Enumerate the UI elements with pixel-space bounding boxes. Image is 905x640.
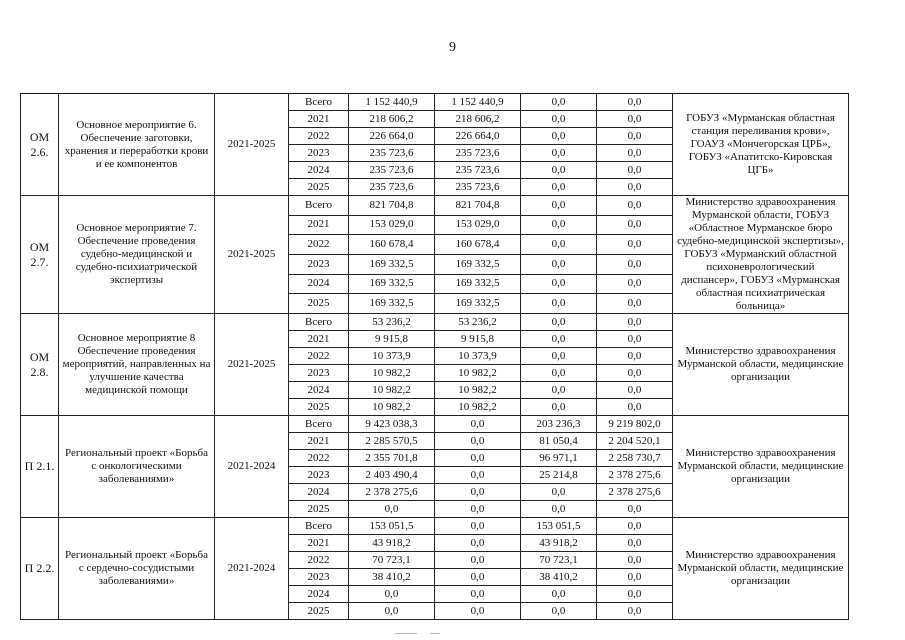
activity-name: Основное мероприятие 6. Обеспечение заготовки, хранения и переработки крови и ее компонентов (59, 94, 215, 196)
federal-budget-cell: 0,0 (521, 162, 597, 179)
regional-budget-cell: 0,0 (435, 433, 521, 450)
total-cell: 2 285 570,5 (349, 433, 435, 450)
federal-budget-cell: 0,0 (521, 254, 597, 274)
year-cell: 2025 (289, 179, 349, 196)
federal-budget-cell: 0,0 (521, 179, 597, 196)
total-cell: 70 723,1 (349, 552, 435, 569)
year-cell: 2024 (289, 586, 349, 603)
year-cell: 2023 (289, 467, 349, 484)
other-funds-cell: 0,0 (597, 254, 673, 274)
federal-budget-cell: 70 723,1 (521, 552, 597, 569)
total-cell: 1 152 440,9 (349, 94, 435, 111)
regional-budget-cell: 0,0 (435, 518, 521, 535)
year-cell: 2023 (289, 569, 349, 586)
table-row (21, 518, 849, 535)
total-cell: 160 678,4 (349, 235, 435, 255)
regional-budget-cell: 235 723,6 (435, 162, 521, 179)
activity-name: Основное мероприятие 8 Обеспечение проведения мероприятий, направленных на улучшение качества медицинской помощи (59, 314, 215, 416)
total-cell: 38 410,2 (349, 569, 435, 586)
regional-budget-cell: 0,0 (435, 552, 521, 569)
regional-budget-cell: 160 678,4 (435, 235, 521, 255)
activity-period: 2021-2025 (215, 196, 289, 314)
scan-mark (395, 633, 417, 634)
total-cell: 2 378 275,6 (349, 484, 435, 501)
other-funds-cell: 0,0 (597, 145, 673, 162)
year-cell: 2023 (289, 145, 349, 162)
regional-budget-cell: 0,0 (435, 535, 521, 552)
year-cell: 2025 (289, 294, 349, 314)
year-cell: 2024 (289, 484, 349, 501)
year-cell: 2023 (289, 254, 349, 274)
year-cell: 2022 (289, 348, 349, 365)
activity-code: ОМ 2.8. (21, 314, 59, 416)
federal-budget-cell: 0,0 (521, 94, 597, 111)
budget-table (20, 93, 849, 620)
regional-budget-cell: 10 982,2 (435, 399, 521, 416)
activity-period: 2021-2024 (215, 518, 289, 620)
regional-budget-cell: 10 982,2 (435, 382, 521, 399)
regional-budget-cell: 0,0 (435, 416, 521, 433)
regional-budget-cell: 821 704,8 (435, 196, 521, 216)
total-cell: 10 982,2 (349, 365, 435, 382)
other-funds-cell: 2 378 275,6 (597, 484, 673, 501)
total-cell: 43 918,2 (349, 535, 435, 552)
federal-budget-cell: 0,0 (521, 399, 597, 416)
total-cell: 10 982,2 (349, 382, 435, 399)
federal-budget-cell: 153 051,5 (521, 518, 597, 535)
regional-budget-cell: 1 152 440,9 (435, 94, 521, 111)
federal-budget-cell: 0,0 (521, 294, 597, 314)
federal-budget-cell: 0,0 (521, 111, 597, 128)
total-cell: 169 332,5 (349, 254, 435, 274)
regional-budget-cell: 0,0 (435, 484, 521, 501)
federal-budget-cell: 0,0 (521, 128, 597, 145)
year-cell: 2022 (289, 128, 349, 145)
executor: Министерство здравоохранения Мурманской области, медицинские организации (673, 314, 849, 416)
regional-budget-cell: 235 723,6 (435, 179, 521, 196)
year-cell: 2022 (289, 552, 349, 569)
page-number: 9 (449, 40, 456, 55)
year-cell: 2024 (289, 274, 349, 294)
executor: Министерство здравоохранения Мурманской области, медицинские организации (673, 416, 849, 518)
year-cell: 2024 (289, 382, 349, 399)
year-cell: 2025 (289, 501, 349, 518)
regional-budget-cell: 0,0 (435, 501, 521, 518)
federal-budget-cell: 0,0 (521, 603, 597, 620)
executor: Министерство здравоохранения Мурманской области, медицинские организации (673, 518, 849, 620)
year-cell: 2021 (289, 111, 349, 128)
year-cell: 2024 (289, 162, 349, 179)
total-cell: 0,0 (349, 603, 435, 620)
executor: Министерство здравоохранения Мурманской области, ГОБУЗ «Областное Мурманское бюро судебно-медицинской экспертизы», ГОБУЗ «Мурманский областной психоневрологический диспансер», ГОБУЗ «Мурманская областная психиатрическая больница» (673, 196, 849, 314)
other-funds-cell: 0,0 (597, 365, 673, 382)
year-cell: 2022 (289, 450, 349, 467)
regional-budget-cell: 169 332,5 (435, 274, 521, 294)
federal-budget-cell: 0,0 (521, 274, 597, 294)
year-cell: Всего (289, 314, 349, 331)
federal-budget-cell: 25 214,8 (521, 467, 597, 484)
total-cell: 169 332,5 (349, 274, 435, 294)
other-funds-cell: 0,0 (597, 94, 673, 111)
federal-budget-cell: 0,0 (521, 586, 597, 603)
regional-budget-cell: 169 332,5 (435, 294, 521, 314)
year-cell: Всего (289, 94, 349, 111)
other-funds-cell: 9 219 802,0 (597, 416, 673, 433)
federal-budget-cell: 0,0 (521, 382, 597, 399)
other-funds-cell: 0,0 (597, 518, 673, 535)
other-funds-cell: 0,0 (597, 162, 673, 179)
federal-budget-cell: 0,0 (521, 235, 597, 255)
total-cell: 0,0 (349, 586, 435, 603)
federal-budget-cell: 0,0 (521, 348, 597, 365)
scan-mark (430, 633, 440, 634)
regional-budget-cell: 218 606,2 (435, 111, 521, 128)
federal-budget-cell: 0,0 (521, 215, 597, 235)
total-cell: 53 236,2 (349, 314, 435, 331)
other-funds-cell: 0,0 (597, 235, 673, 255)
activity-name: Региональный проект «Борьба с онкологическими заболеваниями» (59, 416, 215, 518)
total-cell: 10 373,9 (349, 348, 435, 365)
regional-budget-cell: 0,0 (435, 603, 521, 620)
activity-code: П 2.2. (21, 518, 59, 620)
federal-budget-cell: 0,0 (521, 196, 597, 216)
regional-budget-cell: 0,0 (435, 569, 521, 586)
federal-budget-cell: 0,0 (521, 484, 597, 501)
other-funds-cell: 2 204 520,1 (597, 433, 673, 450)
total-cell: 235 723,6 (349, 145, 435, 162)
regional-budget-cell: 0,0 (435, 586, 521, 603)
year-cell: 2025 (289, 399, 349, 416)
year-cell: Всего (289, 518, 349, 535)
other-funds-cell: 0,0 (597, 501, 673, 518)
total-cell: 235 723,6 (349, 162, 435, 179)
other-funds-cell: 0,0 (597, 552, 673, 569)
total-cell: 235 723,6 (349, 179, 435, 196)
year-cell: Всего (289, 196, 349, 216)
activity-name: Основное мероприятие 7. Обеспечение проведения судебно-медицинской и судебно-психиатрической экспертизы (59, 196, 215, 314)
regional-budget-cell: 9 915,8 (435, 331, 521, 348)
year-cell: 2023 (289, 365, 349, 382)
regional-budget-cell: 10 373,9 (435, 348, 521, 365)
total-cell: 821 704,8 (349, 196, 435, 216)
year-cell: 2021 (289, 535, 349, 552)
activity-code: ОМ 2.7. (21, 196, 59, 314)
other-funds-cell: 0,0 (597, 196, 673, 216)
table-row (21, 94, 849, 111)
federal-budget-cell: 43 918,2 (521, 535, 597, 552)
other-funds-cell: 0,0 (597, 535, 673, 552)
year-cell: 2021 (289, 331, 349, 348)
federal-budget-cell: 0,0 (521, 501, 597, 518)
activity-code: П 2.1. (21, 416, 59, 518)
other-funds-cell: 0,0 (597, 348, 673, 365)
regional-budget-cell: 153 029,0 (435, 215, 521, 235)
activity-name: Региональный проект «Борьба с сердечно-сосудистыми заболеваниями» (59, 518, 215, 620)
table-row (21, 196, 849, 216)
executor: ГОБУЗ «Мурманская областная станция переливания крови», ГОАУЗ «Мончегорская ЦРБ», ГОБУЗ «Апатитско-Кировская ЦГБ» (673, 94, 849, 196)
federal-budget-cell: 203 236,3 (521, 416, 597, 433)
federal-budget-cell: 38 410,2 (521, 569, 597, 586)
table-row (21, 314, 849, 331)
total-cell: 169 332,5 (349, 294, 435, 314)
other-funds-cell: 0,0 (597, 111, 673, 128)
total-cell: 153 029,0 (349, 215, 435, 235)
activity-period: 2021-2025 (215, 94, 289, 196)
federal-budget-cell: 96 971,1 (521, 450, 597, 467)
regional-budget-cell: 235 723,6 (435, 145, 521, 162)
activity-period: 2021-2025 (215, 314, 289, 416)
year-cell: 2021 (289, 433, 349, 450)
regional-budget-cell: 10 982,2 (435, 365, 521, 382)
other-funds-cell: 0,0 (597, 314, 673, 331)
federal-budget-cell: 0,0 (521, 314, 597, 331)
year-cell: 2022 (289, 235, 349, 255)
other-funds-cell: 2 378 275,6 (597, 467, 673, 484)
regional-budget-cell: 53 236,2 (435, 314, 521, 331)
regional-budget-cell: 0,0 (435, 467, 521, 484)
other-funds-cell: 0,0 (597, 569, 673, 586)
other-funds-cell: 0,0 (597, 603, 673, 620)
regional-budget-cell: 0,0 (435, 450, 521, 467)
total-cell: 0,0 (349, 501, 435, 518)
federal-budget-cell: 0,0 (521, 365, 597, 382)
activity-code: ОМ 2.6. (21, 94, 59, 196)
regional-budget-cell: 169 332,5 (435, 254, 521, 274)
year-cell: Всего (289, 416, 349, 433)
total-cell: 226 664,0 (349, 128, 435, 145)
regional-budget-cell: 226 664,0 (435, 128, 521, 145)
total-cell: 9 423 038,3 (349, 416, 435, 433)
federal-budget-cell: 0,0 (521, 331, 597, 348)
other-funds-cell: 0,0 (597, 331, 673, 348)
total-cell: 218 606,2 (349, 111, 435, 128)
other-funds-cell: 0,0 (597, 128, 673, 145)
year-cell: 2021 (289, 215, 349, 235)
table-row (21, 416, 849, 433)
other-funds-cell: 0,0 (597, 215, 673, 235)
other-funds-cell: 0,0 (597, 586, 673, 603)
total-cell: 2 355 701,8 (349, 450, 435, 467)
other-funds-cell: 2 258 730,7 (597, 450, 673, 467)
federal-budget-cell: 81 050,4 (521, 433, 597, 450)
table-body (21, 94, 849, 620)
activity-period: 2021-2024 (215, 416, 289, 518)
other-funds-cell: 0,0 (597, 382, 673, 399)
other-funds-cell: 0,0 (597, 179, 673, 196)
total-cell: 9 915,8 (349, 331, 435, 348)
year-cell: 2025 (289, 603, 349, 620)
total-cell: 10 982,2 (349, 399, 435, 416)
total-cell: 2 403 490,4 (349, 467, 435, 484)
other-funds-cell: 0,0 (597, 399, 673, 416)
total-cell: 153 051,5 (349, 518, 435, 535)
other-funds-cell: 0,0 (597, 274, 673, 294)
other-funds-cell: 0,0 (597, 294, 673, 314)
federal-budget-cell: 0,0 (521, 145, 597, 162)
